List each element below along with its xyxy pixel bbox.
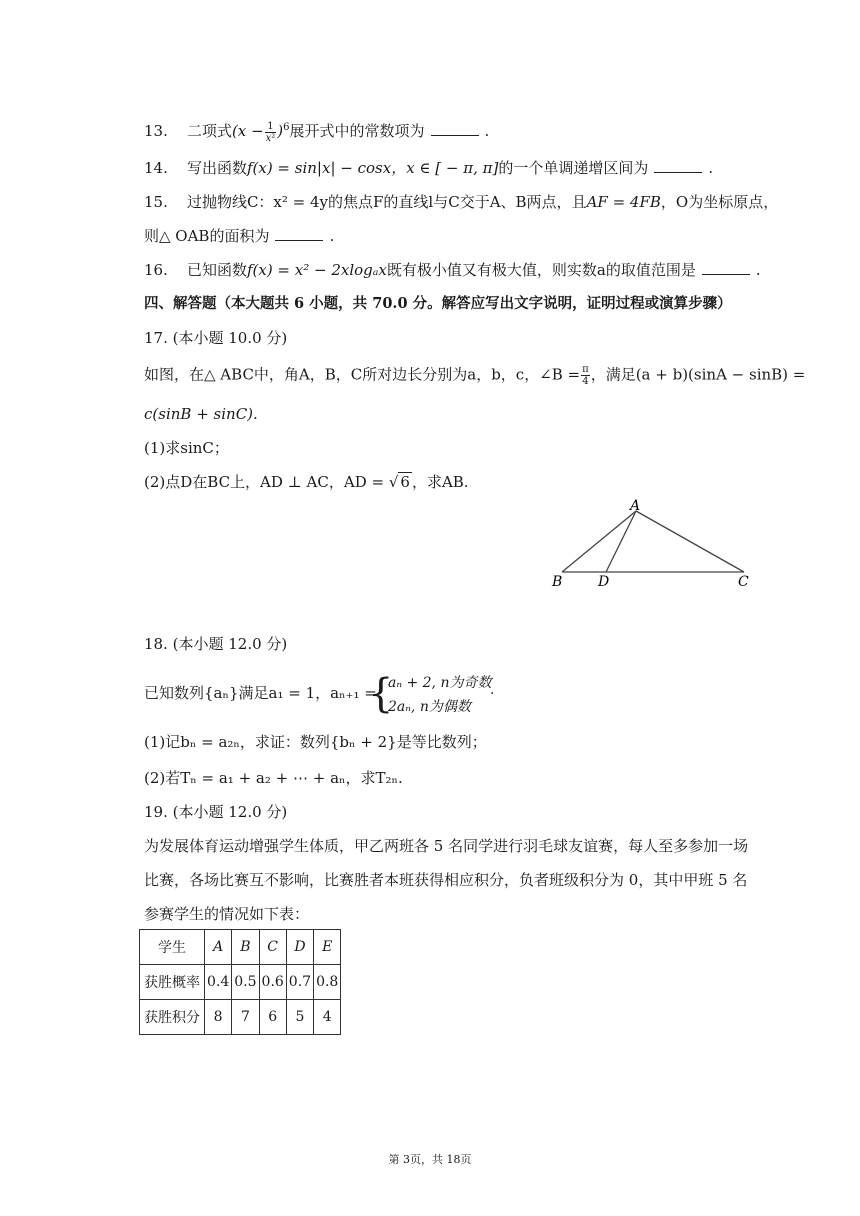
question-17-line-1: 如图，在△ ABC中，角A，B，C所对边长分别为a，b，c，∠B = $\frac{\pi}{4}$ ，满足(a + b)(sinA − sinB) = — [144, 364, 806, 387]
piecewise-case-2: 2aₙ, n为偶数 — [388, 699, 471, 715]
table-cell: 0.5 — [232, 965, 259, 1000]
answer-blank — [431, 121, 479, 136]
table-cell: A — [205, 930, 232, 965]
vertex-label-c: C — [738, 574, 749, 590]
question-19-line-1: 为发展体育运动增强学生体质，甲乙两班各 5 名同学进行羽毛球友谊赛，每人至多参加一场 — [144, 837, 749, 855]
question-13: 13. 二项式(x − $\frac{1}{\text{x²}}$ )$^6$展开式中的常数项为 . — [144, 120, 490, 144]
piecewise-period: . — [490, 682, 495, 698]
angle-fraction: $\frac{\pi}{4}$ — [582, 364, 589, 387]
question-15-line-2: 则△ OAB的面积为 . — [144, 227, 335, 245]
table-cell: D — [286, 930, 313, 965]
table-cell: 7 — [232, 1000, 259, 1035]
binomial-expression: (x − $\frac{1}{\text{x²}}$ )$^6$ — [231, 120, 290, 144]
table-header-row — [140, 930, 341, 965]
question-18-intro: 已知数列{aₙ}满足a₁ = 1，aₙ₊₁ = — [144, 684, 377, 702]
question-18-head: 18. (本小题 12.0 分) — [144, 635, 288, 653]
table-row — [140, 965, 341, 1000]
question-14: 14. 写出函数f(x) = sin|x| − cosx，x ∈ [ − π, π]的一个单调递增区间为 . — [144, 159, 714, 177]
segment-ab — [562, 511, 636, 572]
question-19-line-3: 参赛学生的情况如下表： — [144, 905, 310, 923]
table-cell: 0.7 — [286, 965, 313, 1000]
table-cell: 学生 — [140, 930, 205, 965]
table-cell: 0.8 — [314, 965, 341, 1000]
vertex-label-b: B — [552, 574, 563, 590]
question-17-part-1: (1)求sinC； — [144, 439, 229, 457]
table-cell: B — [232, 930, 259, 965]
question-17-head: 17. (本小题 10.0 分) — [144, 329, 288, 347]
table-row — [140, 1000, 341, 1035]
question-17-part-2: (2)点D在BC上，AD ⊥ AC，AD = √ 6 ，求AB. — [144, 473, 469, 491]
page-footer: 第 3页，共 18页 — [388, 1153, 472, 1166]
vector-relation: AF = 4FB — [586, 193, 661, 211]
segment-ac — [636, 511, 744, 572]
piecewise-case-1: aₙ + 2, n为奇数 — [388, 675, 492, 691]
table-cell: 0.6 — [259, 965, 286, 1000]
table-cell: 0.4 — [205, 965, 232, 1000]
vertex-label-a: A — [630, 498, 641, 514]
table-cell: C — [259, 930, 286, 965]
question-17-line-2: c(sinB + sinC). — [144, 405, 258, 423]
table-cell: E — [314, 930, 341, 965]
question-15-line-1: 15. 过抛物线C：x² = 4y的焦点F的直线l与C交于A、B两点，且AF = 4FB，O为坐标原点， — [144, 193, 779, 211]
question-18-part-1: (1)记bₙ = a₂ₙ，求证：数列{bₙ + 2}是等比数列； — [144, 733, 487, 751]
segment-ad — [606, 511, 636, 572]
table-cell: 5 — [286, 1000, 313, 1035]
answer-blank — [275, 226, 323, 241]
question-19-head: 19. (本小题 12.0 分) — [144, 803, 288, 821]
table-cell: 获胜概率 — [140, 965, 205, 1000]
question-18-part-2: (2)若Tₙ = a₁ + a₂ + ⋯ + aₙ，求T₂ₙ. — [144, 769, 403, 787]
table-cell: 获胜积分 — [140, 1000, 205, 1035]
table-cell: 6 — [259, 1000, 286, 1035]
answer-blank — [702, 260, 750, 275]
section-heading: 四、解答题（本大题共 6 小题，共 70.0 分。解答应写出文字说明，证明过程或演算步骤） — [144, 295, 732, 312]
answer-blank — [654, 158, 702, 173]
vertex-label-d: D — [598, 574, 610, 590]
triangle-figure — [540, 494, 760, 594]
question-16: 16. 已知函数f(x) = x² − 2xlogₐx既有极小值又有极大值，则实数a的取值范围是 . — [144, 261, 761, 279]
table-cell: 4 — [314, 1000, 341, 1035]
table-cell: 8 — [205, 1000, 232, 1035]
student-score-table — [139, 929, 341, 1035]
piecewise-brace: { — [368, 671, 394, 717]
question-19-line-2: 比赛，各场比赛互不影响，比赛胜者本班获得相应积分，负者班级积分为 0，其中甲班 5 名 — [144, 871, 748, 889]
